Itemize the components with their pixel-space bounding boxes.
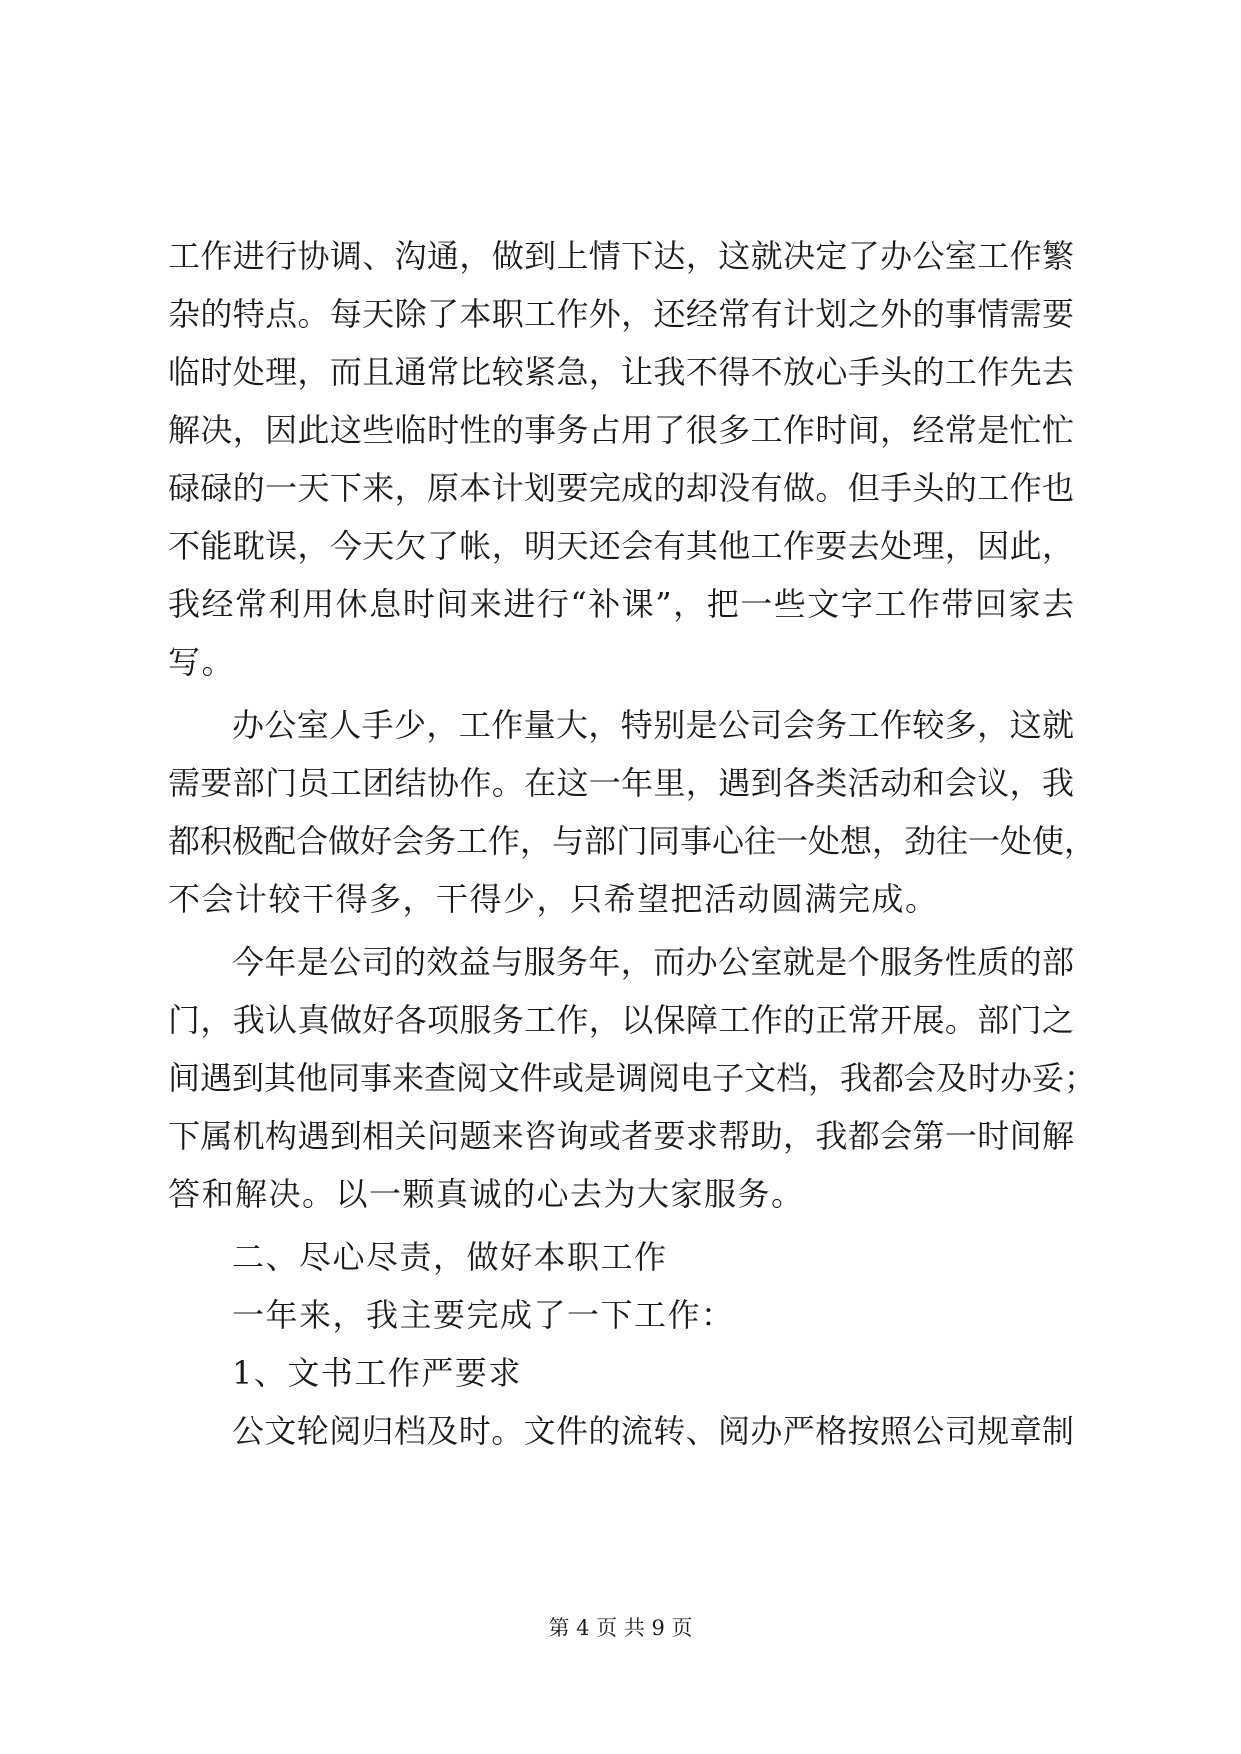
paragraph-line: 写。 — [168, 643, 236, 681]
paragraph-line: 杂的特点。每天除了本职工作外，还经常有计划之外的事情需要 — [168, 295, 1074, 333]
paragraph-line: 不能耽误，今天欠了帐，明天还会有其他工作要去处理，因此， — [168, 527, 1074, 565]
paragraph-line: 办公室人手少，工作量大，特别是公司会务工作较多，这就 — [232, 706, 1074, 744]
paragraph-line: 工作进行协调、沟通，做到上情下达，这就决定了办公室工作繁 — [168, 237, 1074, 275]
paragraph-line: 碌碌的一天下来，原本计划要完成的却没有做。但手头的工作也 — [168, 469, 1074, 507]
paragraph-line: 解决，因此这些临时性的事务占用了很多工作时间，经常是忙忙 — [168, 411, 1074, 449]
page-number-footer: 第 4 页 共 9 页 — [548, 1616, 693, 1640]
paragraph-line: 今年是公司的效益与服务年，而办公室就是个服务性质的部 — [232, 943, 1074, 981]
paragraph-line: 不会计较干得多，干得少，只希望把活动圆满完成。 — [168, 880, 939, 918]
paragraph-line: 间遇到其他同事来查阅文件或是调阅电子文档，我都会及时办妥； — [168, 1059, 1097, 1097]
paragraph-line: 一年来，我主要完成了一下工作： — [232, 1296, 735, 1334]
paragraph-line: 都积极配合做好会务工作，与部门同事心往一处想，劲往一处使， — [168, 822, 1097, 860]
paragraph-line: 门，我认真做好各项服务工作，以保障工作的正常开展。部门之 — [168, 1001, 1074, 1039]
paragraph-line: 公文轮阅归档及时。文件的流转、阅办严格按照公司规章制 — [232, 1412, 1074, 1450]
paragraph-line: 我经常利用休息时间来进行“补课”，把一些文字工作带回家去 — [168, 585, 1074, 623]
paragraph-line: 答和解决。以一颗真诚的心去为大家服务。 — [168, 1175, 805, 1213]
paragraph-line: 需要部门员工团结协作。在这一年里，遇到各类活动和会议，我 — [168, 764, 1074, 802]
paragraph-line: 下属机构遇到相关问题来咨询或者要求帮助，我都会第一时间解 — [168, 1117, 1074, 1155]
section-heading: 二、尽心尽责，做好本职工作 — [232, 1238, 668, 1276]
paragraph-line: 临时处理，而且通常比较紧急，让我不得不放心手头的工作先去 — [168, 353, 1074, 391]
subsection-heading: 1、文书工作严要求 — [232, 1354, 522, 1392]
